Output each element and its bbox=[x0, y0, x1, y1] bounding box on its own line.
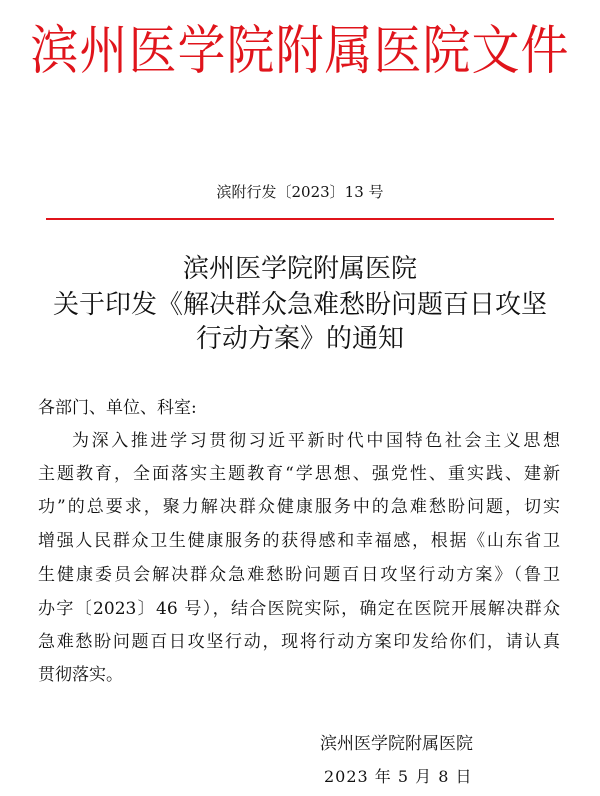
body-line: 为深入推进学习贯彻习近平新时代中国特色社会主义思想 bbox=[72, 431, 560, 451]
notice-title-line-3: 行动方案》的通知 bbox=[195, 324, 404, 354]
body-line: 急难愁盼问题百日攻坚行动，现将行动方案印发给你们，请认真 bbox=[38, 632, 560, 652]
body-line: 主题教育，全面落实主题教育“学思想、强党性、重实践、建新 bbox=[38, 464, 560, 484]
body-line: 贯彻落实。 bbox=[38, 665, 123, 685]
document-number: 滨附行发〔2023〕13 号 bbox=[216, 183, 384, 201]
body-line: 办字〔2023〕46 号），结合医院实际，确定在医院开展解决群众 bbox=[38, 599, 560, 619]
document-header-title: 滨州医学院附属医院文件 bbox=[30, 20, 570, 82]
body-line: 生健康委员会解决群众急难愁盼问题百日攻坚行动方案》（鲁卫 bbox=[38, 565, 560, 585]
signature-org: 滨州医学院附属医院 bbox=[320, 734, 473, 754]
notice-title-line-2: 关于印发《解决群众急难愁盼问题百日攻坚 bbox=[52, 290, 547, 320]
salutation: 各部门、单位、科室: bbox=[38, 398, 197, 418]
signature-date: 2023 年 5 月 8 日 bbox=[324, 767, 473, 786]
body-line: 功”的总要求，聚力解决群众健康服务中的急难愁盼问题，切实 bbox=[38, 497, 560, 517]
body-line: 增强人民群众卫生健康服务的获得感和幸福感，根据《山东省卫 bbox=[38, 531, 560, 551]
notice-title-line-1: 滨州医学院附属医院 bbox=[182, 254, 417, 284]
header-divider-line bbox=[46, 218, 554, 220]
